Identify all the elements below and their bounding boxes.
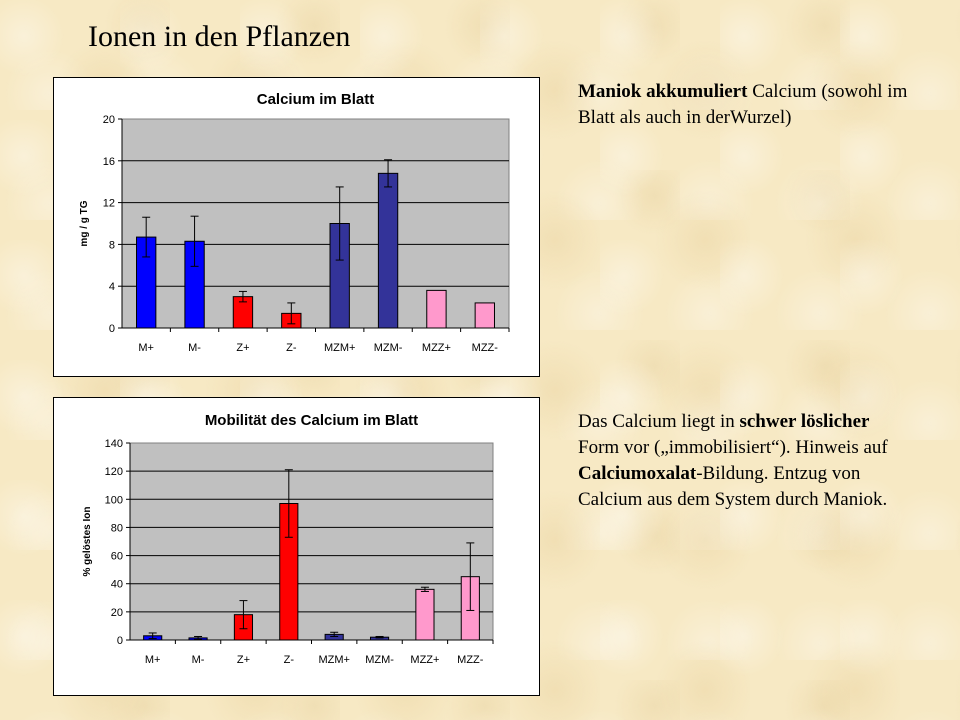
plot-area	[130, 443, 493, 640]
chart-mobilitaet-calcium	[53, 397, 540, 696]
y-tick-label: 100	[104, 494, 123, 507]
x-tick-label: MZZ+	[410, 654, 440, 666]
y-tick-label: 20	[110, 606, 123, 619]
chart-1-svg	[54, 78, 539, 376]
x-tick-label: MZM+	[318, 654, 350, 666]
y-tick-label: 8	[108, 239, 115, 252]
x-tick-label: MZM+	[323, 342, 356, 354]
y-tick-label: 0	[116, 635, 123, 647]
y-tick-label: 20	[102, 114, 115, 126]
x-tick-label: MZM-	[373, 342, 403, 354]
y-axis-label: % gelöstes Ion	[82, 506, 93, 577]
x-tick-label: M-	[188, 342, 201, 354]
bar-mzz-minus	[475, 303, 494, 328]
x-tick-label: M-	[191, 654, 205, 666]
chart-title: Calcium im Blatt	[256, 91, 375, 108]
y-tick-label: 40	[110, 578, 123, 591]
text2-bold2: Calciumoxalat	[578, 463, 697, 484]
x-tick-label: Z-	[286, 342, 297, 354]
chart-2-svg	[54, 398, 539, 695]
y-tick-label: 120	[104, 466, 123, 479]
y-tick-label: 4	[108, 281, 115, 294]
bar-mzz-plus	[416, 589, 434, 640]
x-tick-label: M+	[144, 654, 161, 666]
chart-calcium-im-blatt	[53, 77, 540, 377]
text1-bold: Maniok akkumuliert	[578, 81, 748, 102]
y-axis-label: mg / g TG	[79, 200, 90, 247]
y-tick-label: 12	[102, 197, 115, 210]
text2-part2: Form vor („immobilisiert“). Hinweis auf	[578, 437, 888, 458]
x-tick-label: MZZ-	[471, 342, 498, 354]
x-tick-label: Z+	[236, 654, 251, 666]
x-tick-label: MZM-	[365, 654, 394, 666]
x-tick-label: Z+	[236, 342, 250, 354]
chart-title: Mobilität des Calcium im Blatt	[204, 412, 419, 429]
text2-part1: Das Calcium liegt in	[578, 411, 740, 432]
text1-rest: Calcium (sowohl im Blatt als auch in derWurzel)	[578, 81, 908, 128]
x-tick-label: MZZ-	[457, 654, 484, 666]
page-title: Ionen in den Pflanzen	[88, 20, 351, 53]
plot-area	[122, 119, 509, 328]
y-tick-label: 140	[104, 438, 123, 450]
y-tick-label: 80	[110, 522, 123, 535]
bar-mzm-minus	[378, 173, 397, 328]
text-block-2	[578, 409, 908, 513]
x-tick-label: Z-	[283, 654, 295, 666]
text-block-1	[578, 79, 908, 131]
bar-mzz-plus	[427, 290, 446, 328]
text2-bold1: schwer löslicher	[739, 411, 870, 432]
x-tick-label: MZZ+	[421, 342, 451, 354]
y-tick-label: 16	[102, 155, 115, 168]
text2-part3: -Bildung. Entzug von Calcium aus dem System durch Maniok.	[578, 463, 888, 510]
y-tick-label: 0	[108, 323, 115, 335]
y-tick-label: 60	[110, 550, 123, 563]
x-tick-label: M+	[138, 342, 154, 354]
